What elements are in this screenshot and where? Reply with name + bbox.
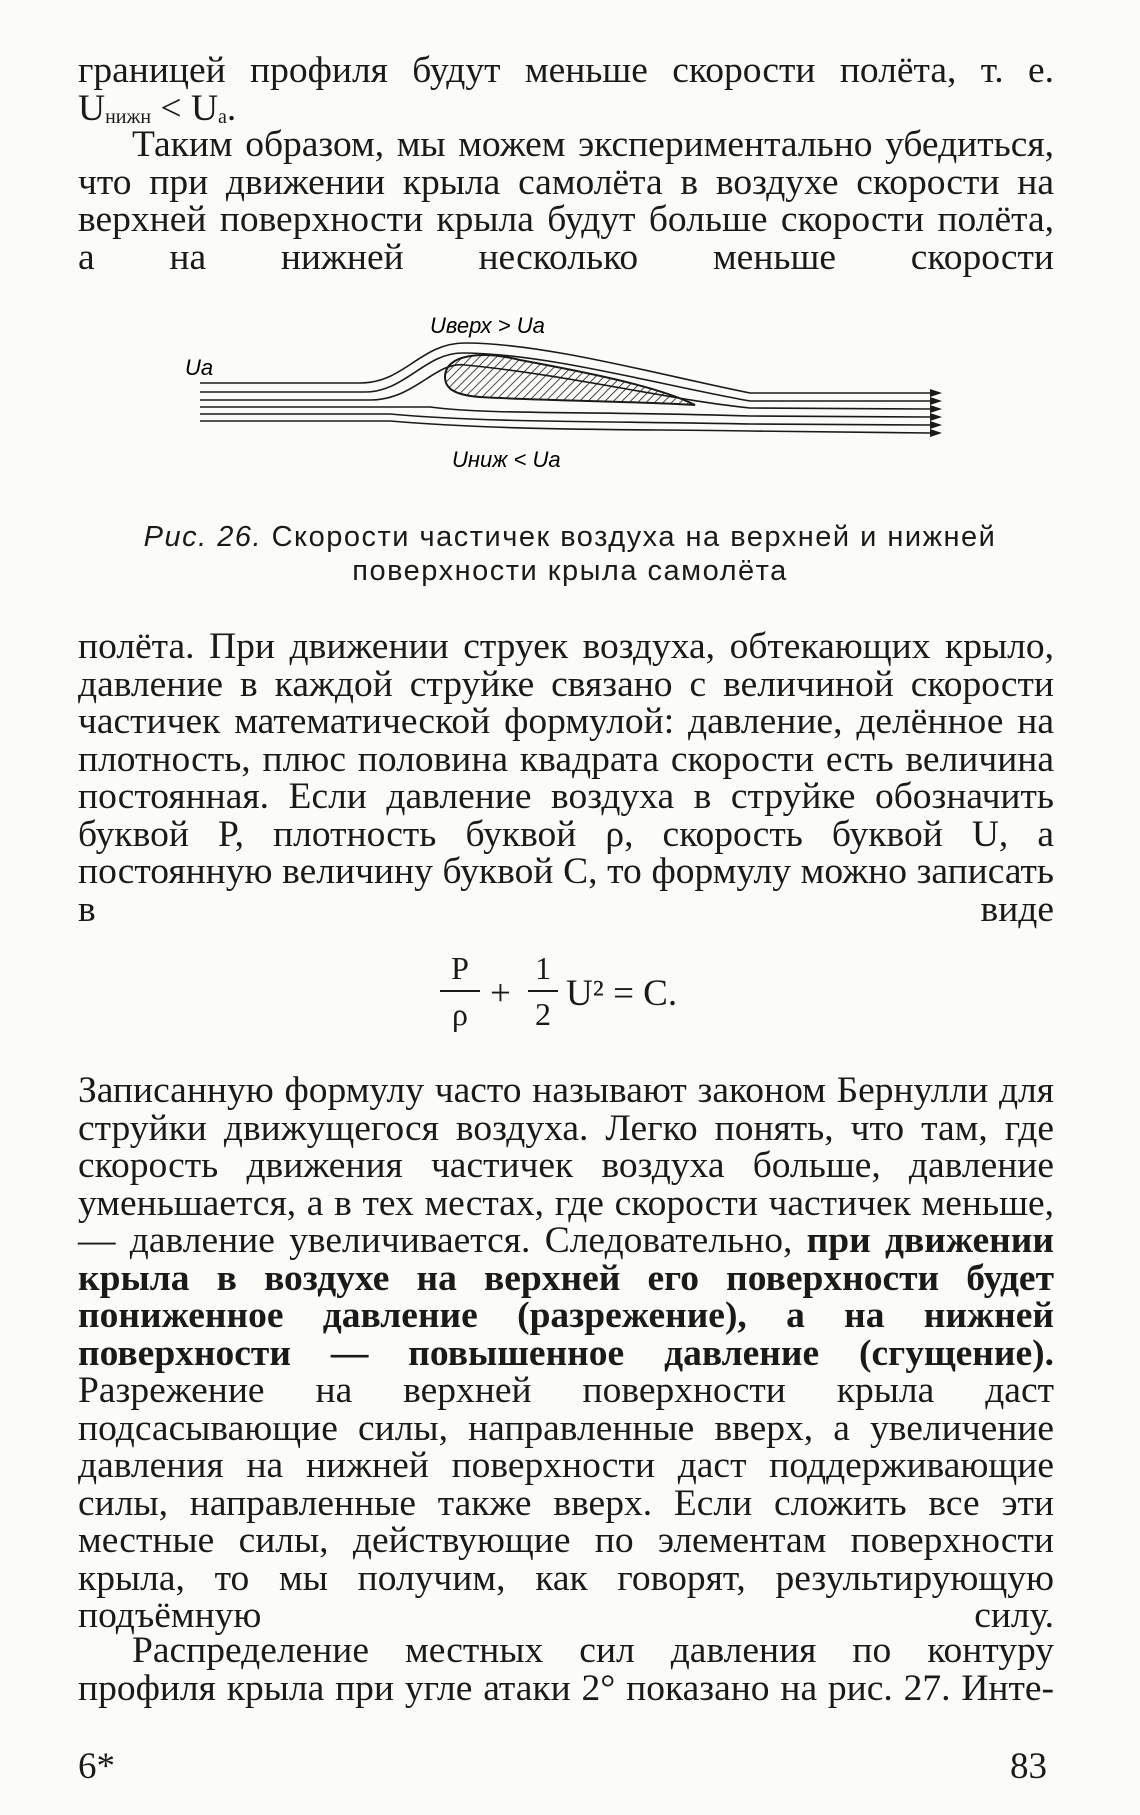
- paragraph-end: Разрежение на верхней поверхности крыла даст подсасывающие силы, направленные вверх, а увеличение давления на нижней поверхности даст поддерживающие силы, направленные также вверх. Если сложить все эти местные силы, действующие по элементам поверхности крыла, то мы получим, как говорят, результирующую подъёмную силу.: [78, 1370, 1054, 1636]
- paragraph-3: [78, 628, 1054, 928]
- ua-symbol: U: [190, 87, 219, 129]
- caption-label: Рис. 26.: [143, 521, 263, 553]
- paragraph-start: Записанную формулу часто называют законом Бернулли для струйки движущегося воздуха. Легко понять, что там, где скорость движения частичек воздуха больше, давление уменьшается, а в тех местах, где скорости частичек меньше,— давление увеличивается. Следовательно,: [78, 1070, 1054, 1261]
- label-upper-velocity: Uверх > Ua: [430, 313, 545, 338]
- paragraph-text: Таким образом, мы можем экспериментально убедиться, что при движении крыла самолёта в воздухе скорости на верхней поверхности крыла будут больше скорости полёта, а на нижней несколько меньше скорости: [78, 124, 1054, 278]
- paragraph-text: [78, 1072, 1054, 1635]
- denominator: ρ: [452, 996, 468, 1032]
- paragraph-text: полёта. При движении струек воздуха, обтекающих крыло, давление в каждой струйке связано с величиной скорости частичек математической формулой: давление, делённое на плотность, плюс половина квадрата скорости есть величина постоянная. Если давление воздуха в струйке обозначить буквой P, плотность буквой ρ, скорость буквой U, а постоянную величину буквой C, то формулу можно записать в виде: [78, 626, 1054, 930]
- formula-rest: U² = C.: [566, 973, 678, 1014]
- streamline: [200, 421, 930, 433]
- fraction-one-half: [528, 950, 558, 1032]
- wing-profile: [445, 355, 695, 405]
- u-symbol: U: [78, 87, 106, 129]
- numerator: 1: [535, 950, 551, 986]
- emphasized-statement: при движении крыла в воздухе на верхней его поверхности будет пониженное давление (разрежение), а на нижней поверхности — повышенное давление (сгущение).: [78, 1220, 1055, 1374]
- signature-mark: 6*: [78, 1746, 115, 1787]
- ua-subscript: a: [218, 105, 227, 128]
- arrowheads: [930, 389, 942, 437]
- bernoulli-formula: [440, 950, 740, 1060]
- paragraph-4: [78, 1072, 1054, 1635]
- numerator: P: [451, 950, 469, 986]
- fraction-bar: [440, 990, 480, 992]
- paragraph-5: [78, 1632, 1054, 1707]
- denominator: 2: [535, 996, 551, 1032]
- page-number: 83: [1010, 1746, 1047, 1787]
- label-lower-velocity: Uниж < Ua: [452, 447, 561, 472]
- paragraph-line: границей профиля будут меньше скорости полёта, т. е.: [78, 50, 1054, 91]
- less-than-sign: <: [160, 87, 182, 129]
- paragraph-text: Распределение местных сил давления по контуру профиля крыла при угле атаки 2° показано на рис. 27. Инте-: [78, 1630, 1054, 1709]
- label-freestream-velocity: Ua: [185, 355, 214, 380]
- figure-caption: [120, 520, 1020, 588]
- paragraph-2: [78, 126, 1054, 276]
- wing-airflow-figure: [185, 313, 950, 515]
- u-subscript: нижн: [105, 105, 152, 128]
- caption-text: Скорости частичек воздуха на верхней и нижней поверхности крыла самолёта: [271, 521, 997, 587]
- period: .: [226, 87, 237, 129]
- fraction-p-over-rho: [440, 950, 480, 1032]
- plus-sign: +: [490, 973, 511, 1014]
- fraction-bar: [528, 990, 558, 992]
